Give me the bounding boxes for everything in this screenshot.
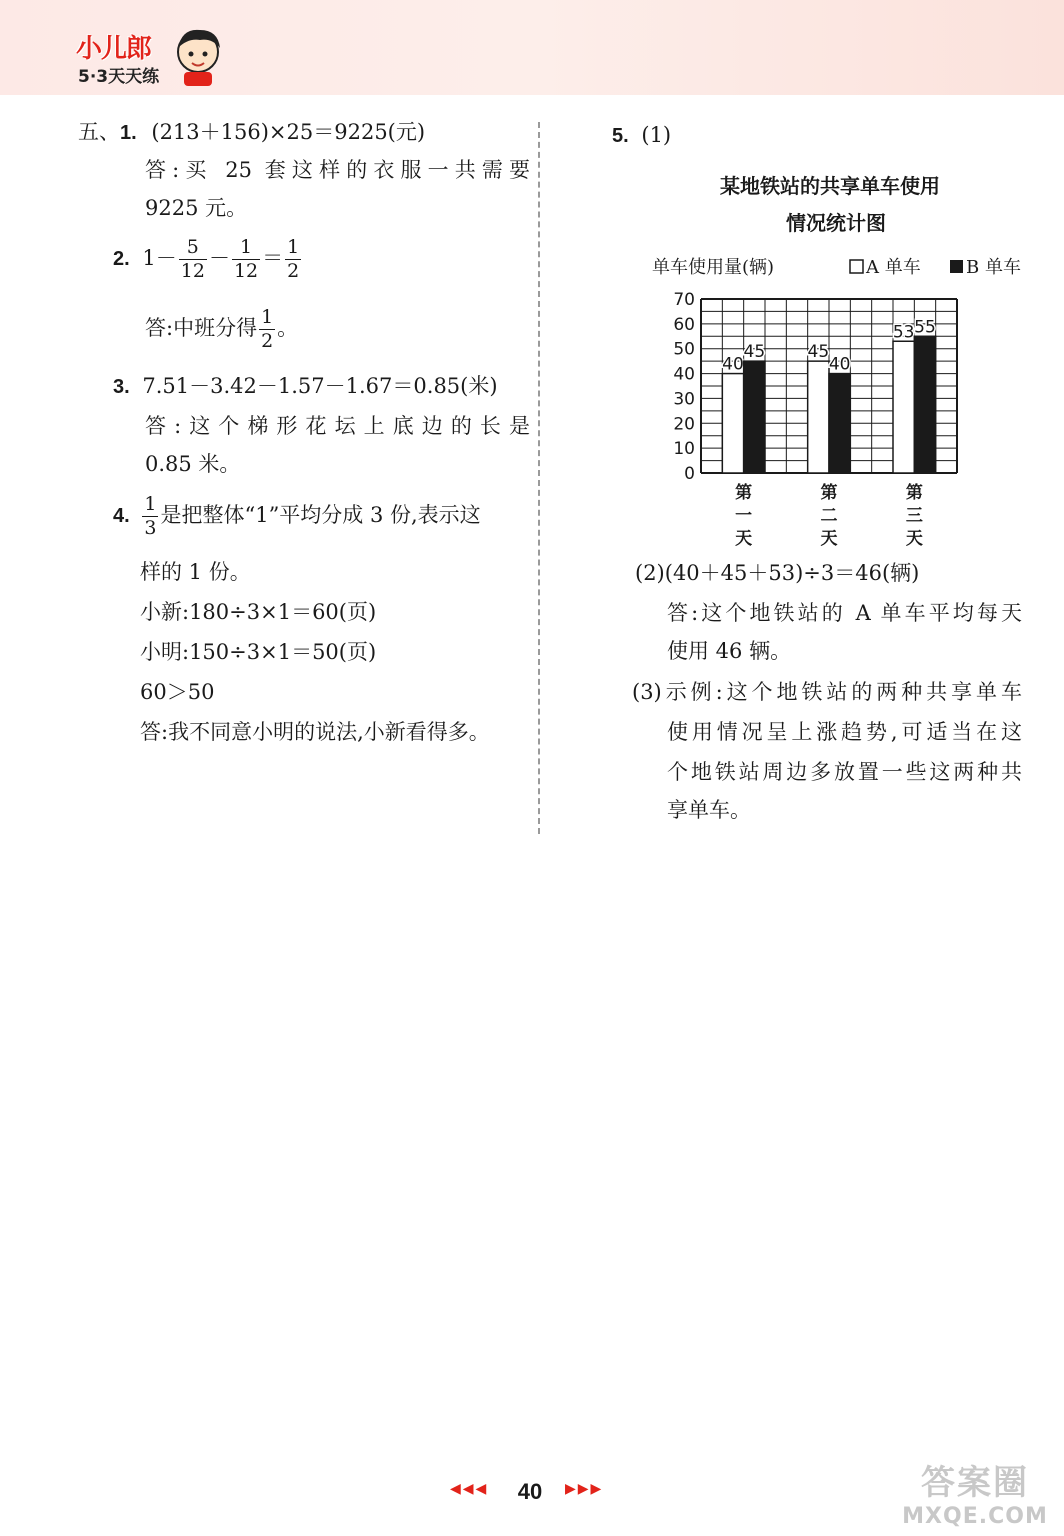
- q5-number: 5.: [612, 125, 629, 147]
- q2-number: 2.: [113, 248, 130, 270]
- legend-label-b: B 单车: [966, 257, 1021, 278]
- q2-answer: [145, 308, 298, 351]
- bar-value-label: 45: [743, 342, 766, 363]
- watermark-top: 答案圈: [921, 1463, 1029, 1503]
- bar: [829, 374, 850, 473]
- q2-term: 1－: [142, 246, 177, 270]
- q5-part2-answer-line1: 答:这个地铁站的 A 单车平均每天: [667, 601, 1022, 625]
- q5-part1-label: (1): [641, 123, 672, 147]
- x-tick-label: 一: [735, 506, 753, 526]
- q2-answer-text: 答:中班分得: [145, 316, 258, 340]
- q3-answer-line2: 0.85 米。: [145, 452, 241, 476]
- bar-value-label: 40: [722, 354, 744, 375]
- q1-number: 1.: [120, 122, 137, 144]
- bar-value-label: 40: [828, 354, 851, 375]
- y-tick-label: 40: [673, 364, 695, 385]
- question-2: [113, 238, 303, 281]
- q1-answer-line2: 9225 元。: [145, 196, 248, 220]
- x-tick-label: 天: [820, 529, 838, 549]
- q4-line2: 样的 1 份。: [140, 560, 251, 584]
- q5-part3-line4: 享单车。: [667, 798, 751, 822]
- q2-operator: ＝: [262, 246, 284, 270]
- x-tick-label: 第: [905, 483, 923, 503]
- watermark: [890, 1455, 1060, 1530]
- fraction-numerator: 1: [144, 493, 157, 515]
- q1-answer-line1: 答:买 25 套这样的衣服一共需要: [145, 158, 530, 182]
- bar-value-label: 53: [892, 322, 915, 343]
- question-4: [113, 495, 481, 538]
- x-tick-label: 天: [905, 529, 923, 549]
- page-number: 40: [517, 1479, 543, 1504]
- q2-fraction-3: [285, 238, 301, 281]
- x-tick-label: 三: [905, 506, 923, 526]
- fraction-numerator: 1: [287, 236, 300, 258]
- x-tick-label: 天: [735, 529, 753, 549]
- q4-line1: 是把整体“1”平均分成 3 份,表示这: [160, 503, 481, 527]
- fraction-denominator: 12: [180, 260, 205, 282]
- bar: [893, 341, 914, 473]
- watermark-bottom: MXQE.COM: [902, 1504, 1048, 1529]
- brand-top-text: 小儿郎: [76, 34, 152, 64]
- q4-line6: 答:我不同意小明的说法,小新看得多。: [140, 720, 490, 744]
- chart-y-label: 单车使用量(辆): [652, 257, 775, 278]
- fraction-denominator: 3: [144, 517, 157, 539]
- q5-part3-line2: 使用情况呈上涨趋势,可适当在这: [667, 720, 1022, 744]
- q2-answer-fraction: [259, 308, 275, 351]
- q4-line4: 小明:150÷3×1＝50(页): [140, 640, 377, 664]
- q4-fraction: [142, 495, 158, 538]
- x-tick-label: 二: [820, 506, 838, 526]
- q5-part2-calculation: (2)(40＋45＋53)÷3＝46(辆): [635, 561, 920, 585]
- q2-operator: －: [208, 246, 230, 270]
- y-tick-label: 60: [673, 314, 695, 335]
- x-tick-label: 第: [735, 483, 753, 503]
- fraction-denominator: 2: [261, 330, 274, 352]
- bar-chart: [640, 250, 1040, 555]
- fraction-numerator: 1: [239, 236, 253, 258]
- q2-calculation: [142, 236, 303, 282]
- y-tick-label: 50: [673, 339, 695, 360]
- q3-number: 3.: [113, 376, 130, 398]
- bar: [722, 374, 743, 473]
- chart-title-line2: 情况统计图: [786, 211, 886, 235]
- q4-line3: 小新:180÷3×1＝60(页): [140, 600, 377, 624]
- bar: [914, 336, 935, 473]
- q3-calculation: 7.51－3.42－1.57－1.67＝0.85(米): [142, 374, 498, 398]
- bar-value-label: 45: [807, 342, 830, 363]
- fraction-denominator: 2: [287, 260, 300, 282]
- y-tick-label: 10: [673, 439, 695, 460]
- q5-part3-line3: 个地铁站周边多放置一些这两种共: [667, 760, 1022, 784]
- legend-swatch-a: [850, 260, 863, 273]
- q1-calculation: (213＋156)×25＝9225(元): [151, 120, 426, 144]
- bar: [808, 361, 829, 473]
- y-tick-label: 0: [684, 464, 695, 484]
- chart-title-line1: 某地铁站的共享单车使用: [720, 174, 940, 198]
- next-arrows-icon: ▶▶▶: [565, 1481, 604, 1497]
- legend-swatch-b: [950, 260, 963, 273]
- q2-fraction-1: [179, 238, 207, 281]
- question-3: [113, 376, 498, 397]
- column-divider: [538, 122, 540, 834]
- section-5-question-1: [78, 122, 425, 143]
- q5-part3-line1: (3)示例:这个地铁站的两种共享单车: [632, 680, 1022, 704]
- brand-logo: [70, 26, 230, 90]
- y-tick-label: 70: [673, 290, 695, 310]
- q2-answer-suffix: 。: [277, 316, 299, 340]
- bar-value-label: 55: [914, 317, 936, 338]
- section-label: 五、: [78, 120, 120, 144]
- q2-fraction-2: [232, 238, 260, 281]
- brand-bottom-text: 5·3天天练: [78, 67, 160, 87]
- bar: [744, 361, 765, 473]
- x-tick-label: 第: [820, 483, 838, 503]
- q4-line5: 60＞50: [140, 680, 215, 704]
- legend-label-a: A 单车: [866, 257, 921, 278]
- fraction-numerator: 1: [261, 306, 274, 328]
- mascot-icon: [170, 26, 226, 88]
- q5-part2-answer-line2: 使用 46 辆。: [667, 639, 792, 663]
- fraction-numerator: 5: [186, 236, 199, 258]
- fraction-denominator: 12: [233, 260, 259, 282]
- y-tick-label: 20: [673, 414, 695, 435]
- prev-arrows-icon: ◀◀◀: [450, 1481, 489, 1497]
- y-tick-label: 30: [673, 389, 695, 410]
- q4-number: 4.: [113, 505, 130, 527]
- question-5: [612, 125, 671, 146]
- q3-answer-line1: 答:这个梯形花坛上底边的长是: [145, 414, 530, 438]
